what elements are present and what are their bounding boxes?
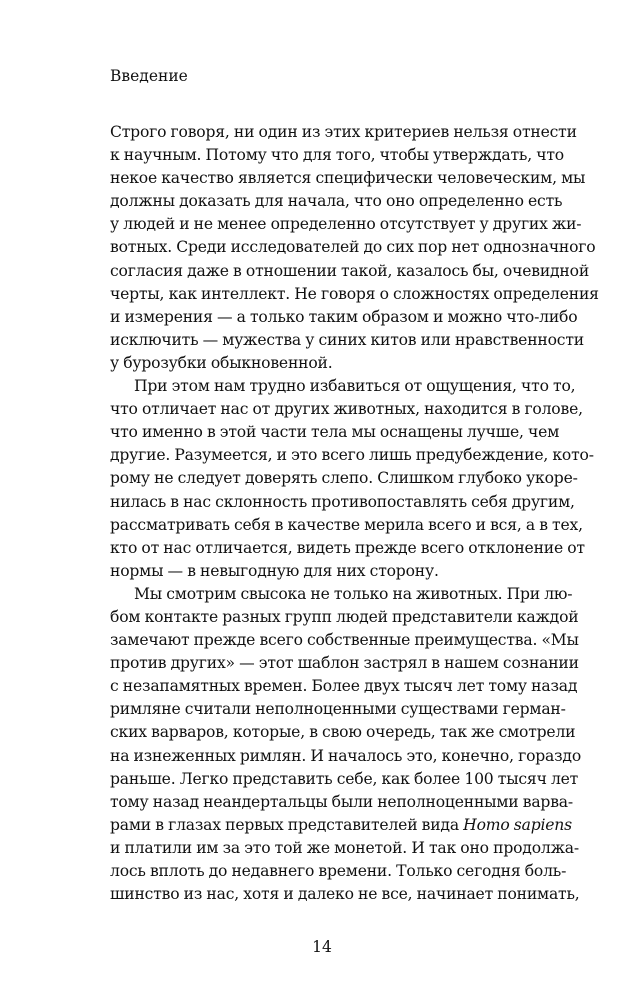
- paragraph-2: [110, 375, 594, 583]
- text-line: рому не следует доверять слепо. Слишком глубоко укоре-: [110, 469, 578, 488]
- text-line: ских варваров, которые, в свою очередь, так же смотрели: [110, 723, 576, 742]
- running-header: Введение: [110, 67, 188, 85]
- text-line: у людей и не менее определенно отсутствует у других жи-: [110, 215, 582, 234]
- text-line: некое качество является специфически человеческим, мы: [110, 169, 586, 188]
- text-line: что отличает нас от других животных, находится в голове,: [110, 400, 583, 419]
- text-line: раньше. Легко представить себе, как более 100 тысяч лет: [110, 769, 579, 788]
- text-line: на изнеженных римлян. И началось это, конечно, гораздо: [110, 746, 582, 765]
- text-line: исключить — мужества у синих китов или нравственности: [110, 330, 584, 349]
- text-line: согласия даже в отношении такой, казалось бы, очевидной: [110, 261, 590, 280]
- italic-species-name: Homo sapiens: [463, 815, 572, 834]
- text-line: рассматривать себя в качестве мерила всего и вся, а в тех,: [110, 515, 583, 534]
- text-line: тому назад неандертальцы были неполноценными варва-: [110, 792, 573, 811]
- text-line: с незапамятных времен. Более двух тысяч лет тому назад: [110, 677, 578, 696]
- text-line: против других» — этот шаблон застрял в нашем сознании: [110, 654, 579, 673]
- paragraph-3: [110, 583, 582, 906]
- text-line: бом контакте разных групп людей представители каждой: [110, 607, 579, 626]
- paragraph-1: [110, 121, 599, 375]
- text-line: другие. Разумеется, и это всего лишь предубеждение, кото-: [110, 446, 594, 465]
- text-line: что именно в этой части тела мы оснащены лучше, чем: [110, 423, 560, 442]
- page-body: [110, 121, 599, 906]
- text-line: кто от нас отличается, видеть прежде всего отклонение от: [110, 538, 585, 557]
- text-line: При этом нам трудно избавиться от ощущения, что то,: [134, 377, 576, 396]
- text-line: римляне считали неполноценными существами герман-: [110, 700, 566, 719]
- text-line: нормы — в невыгодную для них сторону.: [110, 561, 439, 580]
- text-line: Строго говоря, ни один из этих критериев нельзя отнести: [110, 123, 577, 141]
- text-line: черты, как интеллект. Не говоря о сложностях определения: [110, 284, 599, 303]
- text-line: и измерения — а только таким образом и можно что-либо: [110, 307, 578, 326]
- text-line: нилась в нас склонность противопоставлять себя другим,: [110, 492, 575, 511]
- text-line: к научным. Потому что для того, чтобы утверждать, что: [110, 146, 564, 165]
- text-line: и платили им за это той же монетой. И так оно продолжа-: [110, 838, 579, 857]
- text-line: шинство из нас, хотя и далеко не все, начинает понимать,: [110, 885, 580, 904]
- text-segment: рами в глазах первых представителей вида: [110, 815, 464, 834]
- text-line: Мы смотрим свысока не только на животных. При лю-: [134, 584, 573, 603]
- text-line: вотных. Среди исследователей до сих пор нет однозначного: [110, 238, 596, 257]
- text-line: лось вплоть до недавнего времени. Только сегодня боль-: [110, 862, 567, 880]
- text-line-with-italic: [110, 814, 572, 837]
- text-line: замечают прежде всего собственные преимущества. «Мы: [110, 631, 579, 650]
- text-line: должны доказать для начала, что оно определенно есть: [110, 192, 563, 211]
- page-number: 14: [312, 938, 332, 956]
- text-line: у бурозубки обыкновенной.: [110, 353, 333, 372]
